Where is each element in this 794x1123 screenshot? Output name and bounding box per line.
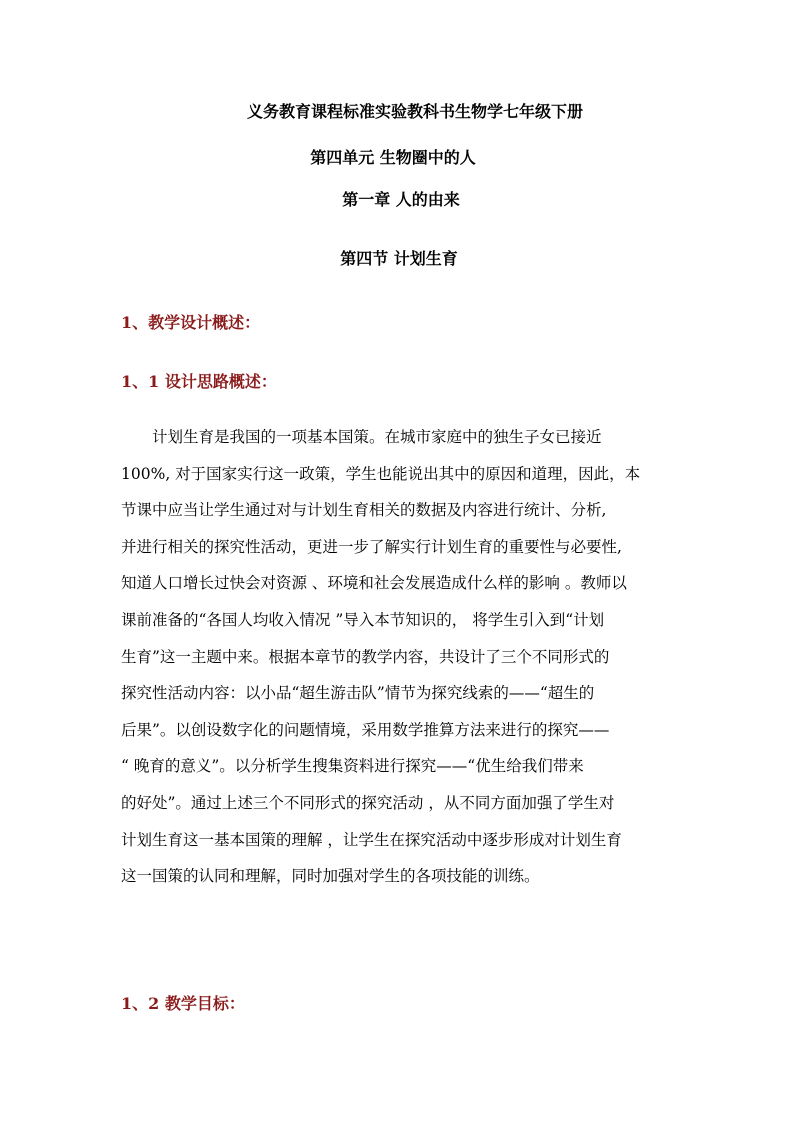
heading-goals: 1、2 教学目标：	[121, 994, 245, 1013]
paragraph-line: 计划生育是我国的一项基本国策。在城市家庭中的独生子女已接近	[152, 428, 602, 446]
design-idea-paragraph	[121, 427, 681, 903]
paragraph-line: 生育”这一主题中来。根据本章节的教学内容，共设计了三个不同形式的	[121, 647, 610, 666]
paragraph-line: 后果”。以创设数字化的问题情境，采用数学推算方法来进行的探究——	[121, 720, 610, 739]
paragraph-line: 并进行相关的探究性活动，更进一步了解实行计划生育的重要性与必要性,	[121, 537, 622, 556]
paragraph-line: 探究性活动内容：以小品“超生游击队”情节为探究线索的——“超生的	[121, 684, 595, 703]
unit-title: 第四单元 生物圈中的人	[310, 148, 476, 167]
paragraph-line: “ 晚育的意义”。以分析学生搜集资料进行探究——“优生给我们带来	[121, 757, 584, 776]
book-title: 义务教育课程标准实验教科书生物学七年级下册	[246, 102, 583, 121]
chapter-title: 第一章 人的由来	[342, 190, 460, 209]
heading-design-idea: 1、1 设计思路概述：	[121, 372, 277, 391]
heading-overview: 1、教学设计概述：	[121, 313, 261, 332]
paragraph-line: 100%, 对于国家实行这一政策，学生也能说出其中的原因和道理，因此，本	[121, 464, 641, 483]
paragraph-line: 节课中应当让学生通过对与计划生育相关的数据及内容进行统计、分析,	[121, 501, 607, 520]
paragraph-line: 课前准备的“各国人均收入情况 ”导入本节知识的， 将学生引入到“计划	[121, 610, 605, 629]
paragraph-line: 计划生育这一基本国策的理解 ，让学生在探究活动中逐步形成对计划生育	[121, 830, 622, 849]
section-title: 第四节 计划生育	[340, 249, 458, 268]
paragraph-line: 知道人口增长过快会对资源 、环境和社会发展造成什么样的影响 。教师以	[121, 574, 627, 593]
paragraph-line: 的好处”。通过上述三个不同形式的探究活动 ，从不同方面加强了学生对	[121, 793, 615, 812]
paragraph-line: 这一国策的认同和理解，同时加强对学生的各项技能的训练。	[121, 867, 540, 886]
